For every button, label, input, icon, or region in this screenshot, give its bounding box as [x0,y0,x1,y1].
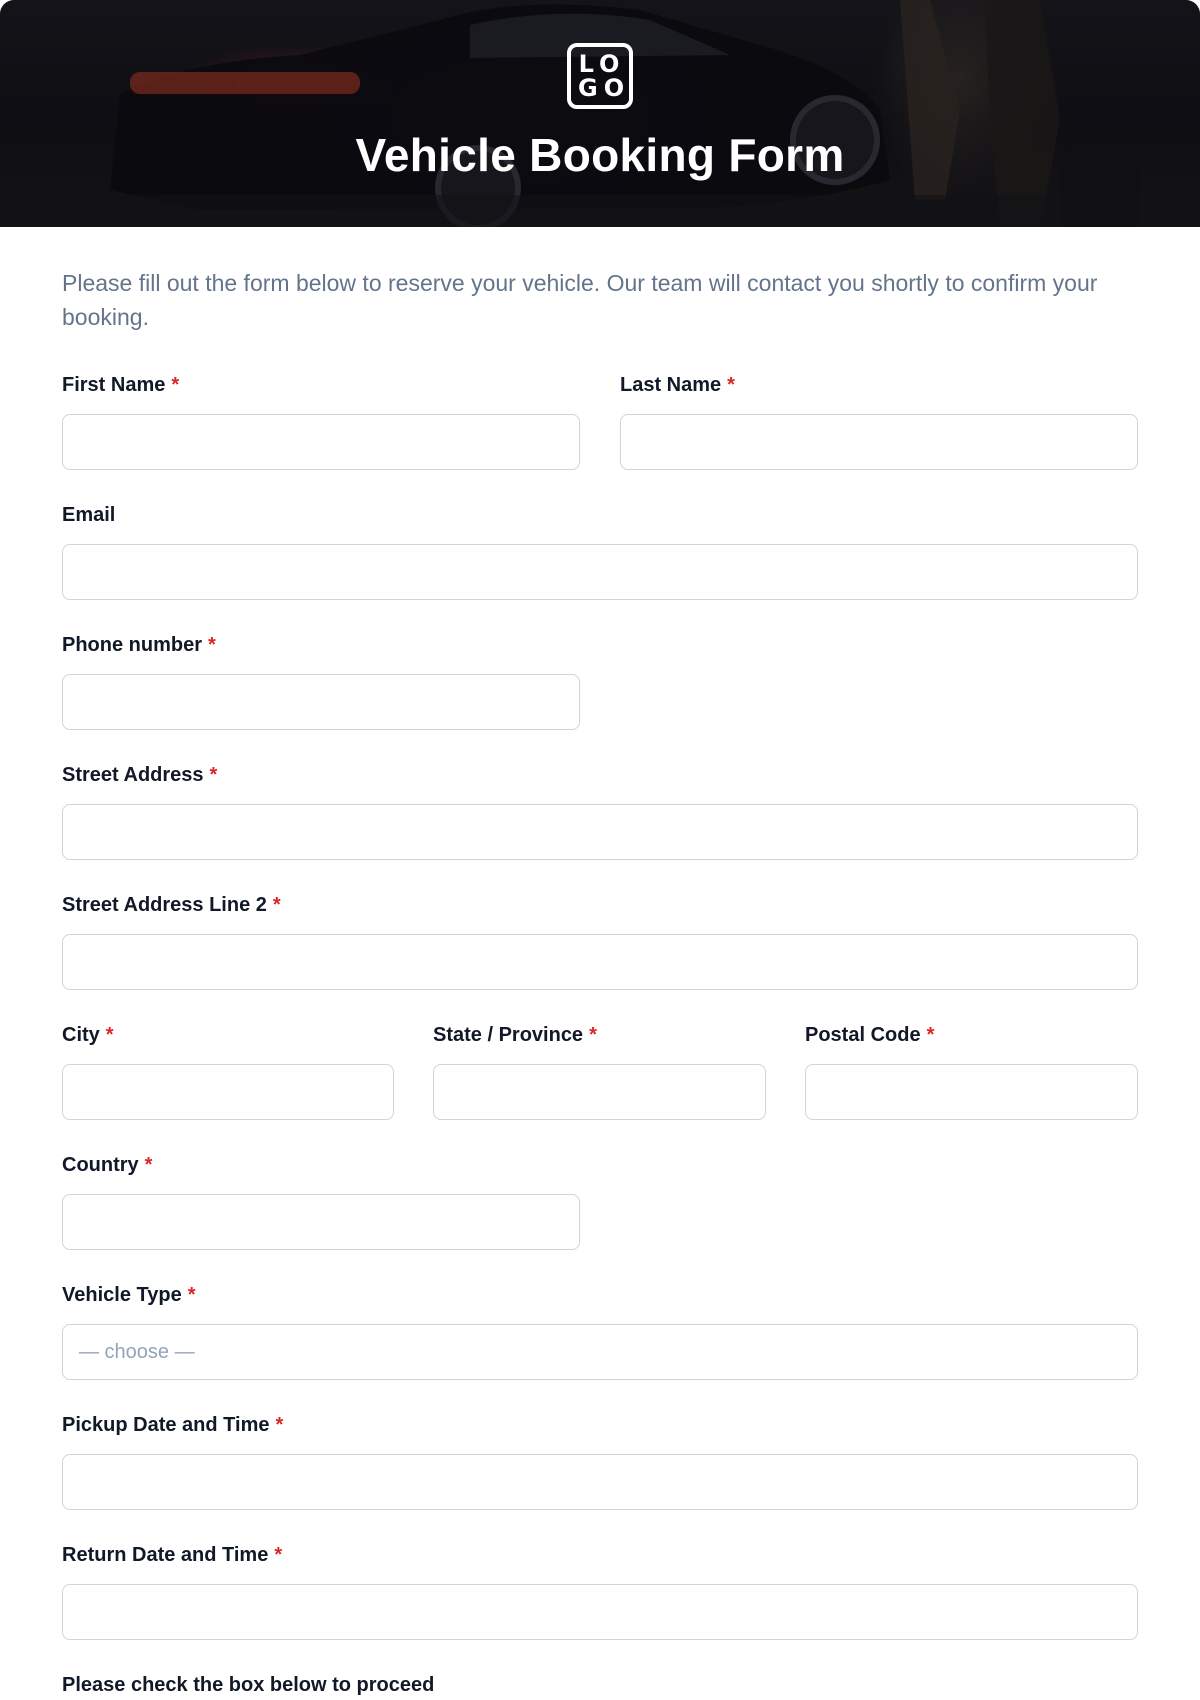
street-address-line2-input[interactable] [62,934,1138,990]
last-name-input[interactable] [620,414,1138,470]
proceed-field [62,1672,1138,1698]
return-datetime-label: Return Date and Time * [62,1544,283,1566]
pickup-datetime-input[interactable] [62,1454,1138,1510]
state-input[interactable] [433,1064,766,1120]
vehicle-type-field [62,1282,1138,1380]
required-mark: * [144,1154,153,1176]
pickup-datetime-label: Pickup Date and Time * [62,1414,284,1436]
required-mark: * [171,374,180,396]
required-mark: * [272,894,281,916]
banner-overlay [0,0,1200,227]
form-body [62,266,1138,334]
vehicle-type-label: Vehicle Type * [62,1284,196,1306]
street-address-line2-field [62,892,1138,990]
phone-label: Phone number * [62,634,216,656]
street-address-label: Street Address * [62,764,218,786]
street-address-input[interactable] [62,804,1138,860]
form-intro: Please fill out the form below to reserve your vehicle. Our team will contact you shortly to confirm your booking. [62,270,1098,330]
vehicle-type-selected-value: — choose — [79,1340,195,1363]
last-name-field [620,372,1138,470]
required-mark: * [275,1414,284,1436]
city-label: City * [62,1024,114,1046]
logo-text: LO GO [578,50,631,102]
street-address-field [62,762,1138,860]
required-mark: * [274,1544,283,1566]
phone-input[interactable] [62,674,580,730]
required-mark: * [727,374,735,396]
phone-field [62,632,580,730]
country-field [62,1152,580,1250]
required-mark: * [208,634,216,656]
city-input[interactable] [62,1064,394,1120]
country-label: Country * [62,1154,153,1176]
street-address-line2-label: Street Address Line 2 * [62,894,281,916]
required-mark: * [926,1024,935,1046]
last-name-label: Last Name * [620,374,735,396]
return-datetime-field [62,1542,1138,1640]
email-input[interactable] [62,544,1138,600]
required-mark: * [209,764,218,786]
first-name-input[interactable] [62,414,580,470]
postal-code-label: Postal Code * [805,1024,935,1046]
vehicle-type-select[interactable] [62,1324,1138,1380]
required-mark: * [187,1284,196,1306]
page-title: Vehicle Booking Form [355,129,845,181]
first-name-label: First Name * [62,374,180,396]
required-mark: * [105,1024,114,1046]
first-name-field [62,372,580,470]
state-label: State / Province * [433,1024,597,1046]
return-datetime-input[interactable] [62,1584,1138,1640]
city-field [62,1022,394,1120]
postal-code-field [805,1022,1138,1120]
postal-code-input[interactable] [805,1064,1138,1120]
logo [567,43,633,109]
required-mark: * [589,1024,597,1046]
pickup-datetime-field [62,1412,1138,1510]
state-field [433,1022,766,1120]
email-field [62,502,1138,600]
header-banner [0,0,1200,227]
country-input[interactable] [62,1194,580,1250]
email-label: Email [62,504,116,526]
proceed-label: Please check the box below to proceed [62,1674,435,1696]
